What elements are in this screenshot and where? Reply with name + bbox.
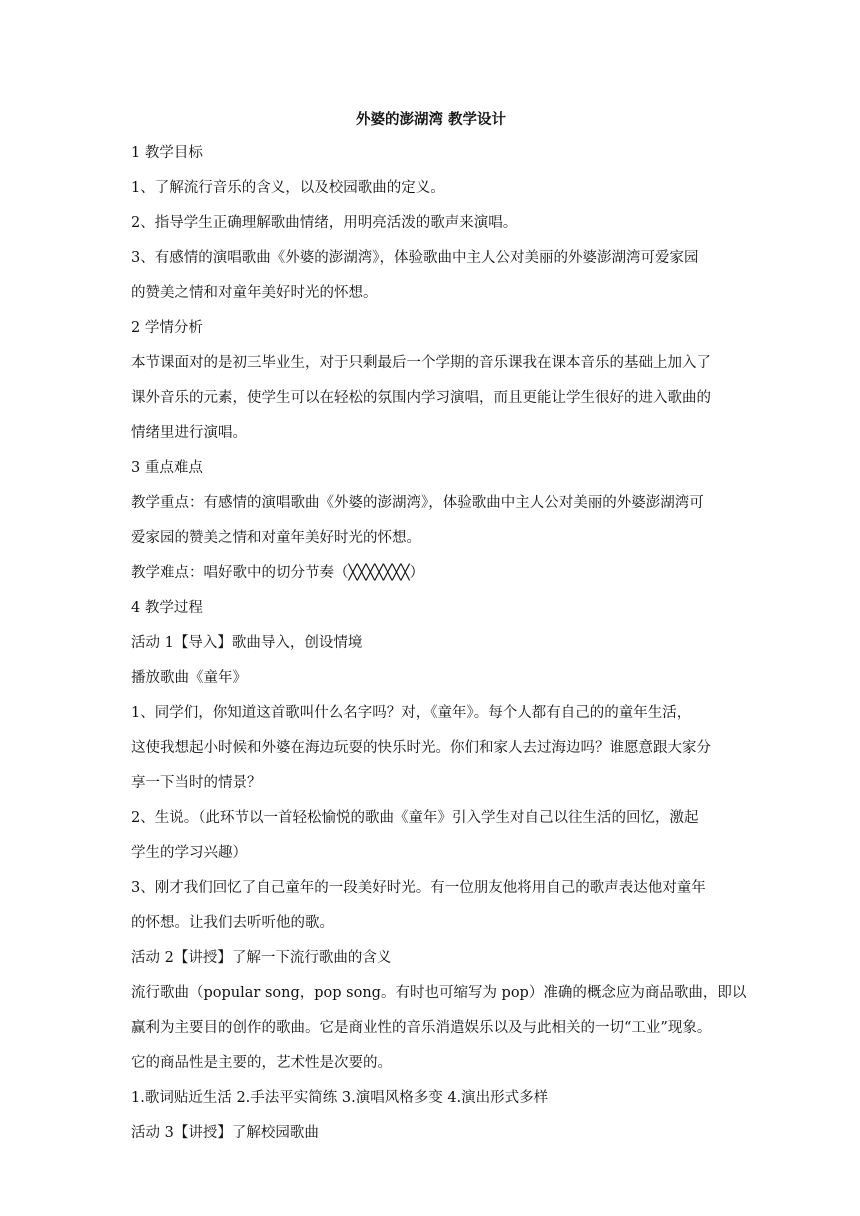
paragraph-line: 课外音乐的元素，使学生可以在轻松的氛围内学习演唱，而且更能让学生很好的进入歌曲的 [131, 390, 711, 406]
paragraph-line: 学生的学习兴趣） [131, 845, 247, 861]
paragraph: 1.歌词贴近生活 2.手法平实简练 3.演唱风格多变 4.演出形式多样 [131, 1090, 549, 1106]
paragraph: 教学难点：唱好歌中的切分节奏（╳╳╳╳╳╳╳） [131, 565, 425, 581]
paragraph: 活动 1【导入】歌曲导入，创设情境 [131, 635, 363, 651]
paragraph-line: 的怀想。让我们去听听他的歌。 [131, 915, 334, 931]
paragraph-line: 教学重点：有感情的演唱歌曲《外婆的澎湖湾》，体验歌曲中主人公对美丽的外婆澎湖湾可 [131, 495, 704, 511]
paragraph-line: 这使我想起小时候和外婆在海边玩耍的快乐时光。你们和家人去过海边吗？谁愿意跟大家分 [131, 740, 711, 756]
paragraph: 3 重点难点 [131, 460, 203, 476]
paragraph [131, 801, 731, 871]
document-title: 外婆的澎湖湾 教学设计 [355, 111, 507, 128]
paragraph-line: 爱家园的赞美之情和对童年美好时光的怀想。 [131, 530, 421, 546]
paragraph-line: 的赞美之情和对童年美好时光的怀想。 [131, 285, 378, 301]
paragraph [131, 696, 731, 801]
paragraph-line: 赢利为主要目的创作的歌曲。它是商业性的音乐消遣娱乐以及与此相关的一切“工业”现象。 [131, 1020, 712, 1036]
paragraph: 1 教学目标 [131, 145, 203, 161]
document-body [131, 144, 747, 1143]
paragraph: 播放歌曲《童年》 [131, 670, 247, 686]
paragraph-line: 3、有感情的演唱歌曲《外婆的澎湖湾》，体验歌曲中主人公对美丽的外婆澎湖湾可爱家园 [131, 250, 699, 266]
paragraph: 4 教学过程 [131, 600, 203, 616]
paragraph: 2 学情分析 [131, 320, 203, 336]
paragraph [131, 871, 731, 941]
paragraph-line: 享一下当时的情景？ [131, 775, 262, 791]
paragraph: 1、了解流行音乐的含义，以及校园歌曲的定义。 [131, 180, 445, 196]
paragraph [131, 241, 731, 311]
paragraph-line: 它的商品性是主要的，艺术性是次要的。 [131, 1055, 392, 1071]
paragraph: 活动 2【讲授】了解一下流行歌曲的含义 [131, 950, 392, 966]
paragraph-line: 本节课面对的是初三毕业生，对于只剩最后一个学期的音乐课我在课本音乐的基础上加入了 [131, 355, 711, 371]
paragraph-line: 2、生说。（此环节以一首轻松愉悦的歌曲《童年》引入学生对自己以往生活的回忆，激起 [131, 810, 699, 826]
paragraph-line: 流行歌曲（popular song，pop song。有时也可缩写为 pop）准确的概念应为商品歌曲，即以 [131, 985, 747, 1001]
paragraph [131, 486, 731, 556]
paragraph [131, 346, 731, 451]
paragraph-line: 情绪里进行演唱。 [131, 425, 247, 441]
paragraph: 2、指导学生正确理解歌曲情绪，用明亮活泼的歌声来演唱。 [131, 215, 518, 231]
paragraph: 活动 3【讲授】了解校园歌曲 [131, 1125, 319, 1141]
document-page [131, 110, 747, 1159]
paragraph-line: 1、同学们，你知道这首歌叫什么名字吗？对，《童年》。每个人都有自己的的童年生活， [131, 705, 692, 721]
paragraph [131, 976, 747, 1081]
paragraph-line: 3、刚才我们回忆了自己童年的一段美好时光。有一位朋友他将用自己的歌声表达他对童年 [131, 880, 706, 896]
